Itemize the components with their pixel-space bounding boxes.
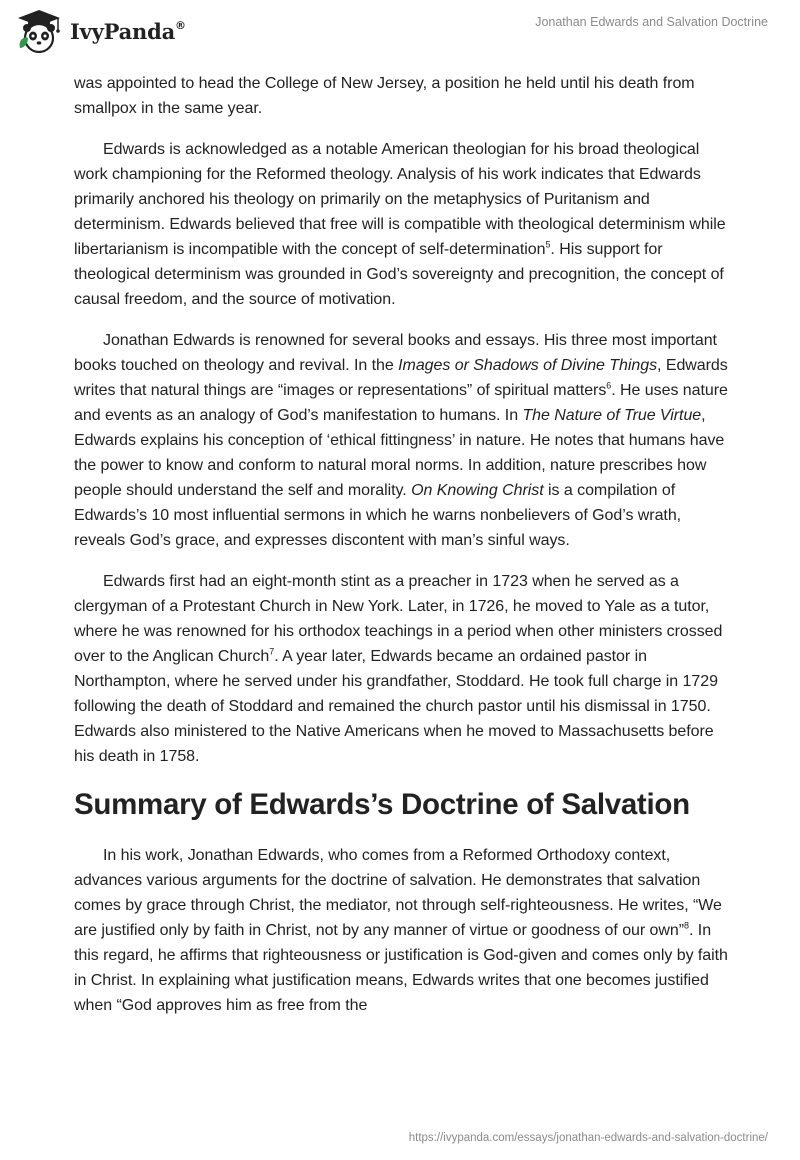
paragraph: Edwards first had an eight-month stint as a preacher in 1723 when he served as a clergyman of a Protestant Church in New York. Later, in 1726, he moved to Yale as a tutor, where he was renowned for his orthodox teachings in a period when other ministers crossed over to the Anglican Church$^7$. A year later, Edwards became an ordained pastor in Northampton, where he served under his grandfather, Stoddard. He took full charge in 1729 following the death of Stoddard and remained the church pastor until his dismissal in 1750. Edwards also ministered to the Native Americans when he moved to Massachusetts before his death in 1758. bbox=[74, 573, 723, 765]
panda-graduation-cap-icon bbox=[14, 8, 64, 54]
page-header bbox=[0, 0, 800, 60]
footnote-ref[interactable]: 6 bbox=[606, 380, 612, 391]
book-title: The Nature of True Virtue bbox=[522, 407, 702, 424]
footnote-ref[interactable]: 5 bbox=[545, 239, 551, 250]
paragraph: Jonathan Edwards is renowned for several books and essays. His three most important books touched on theology and revival. In the Images or Shadows of Divine Things, Edwards writes that natural things are “images or representations” of spiritual matters$^6$. He uses nature and events as an analogy of God’s manifestation to humans. In The Nature of True Virtue, Edwards explains his conception of ‘ethical fittingness’ in nature. He notes that humans have the power to know and conform to natural moral norms. In addition, nature prescribes how people should understand the self and morality. On Knowing Christ is a compilation of Edwards’s 10 most influential sermons in which he warns nonbelievers of God’s wrath, reveals God’s grace, and expresses discontent with man’s sinful ways. bbox=[74, 332, 728, 549]
ivypanda-logo[interactable] bbox=[14, 8, 186, 54]
source-url[interactable]: https://ivypanda.com/essays/jonathan-edwards-and-salvation-doctrine/ bbox=[408, 1132, 768, 1144]
essay-body bbox=[74, 71, 734, 1034]
book-title: On Knowing Christ bbox=[411, 482, 544, 499]
section-heading: Summary of Edwards’s Doctrine of Salvation bbox=[74, 788, 690, 821]
paragraph: Edwards is acknowledged as a notable American theologian for his broad theological work championing for the Reformed theology. Analysis of his work indicates that Edwards primarily anchored his theology on primarily on the metaphysics of Puritanism and determinism. Edwards believed that free will is compatible with theological determinism while libertarianism is incompatible with the concept of self-determination$^5$. His support for theological determinism was grounded in God’s sovereignty and precognition, the concept of causal freedom, and the source of motivation. bbox=[74, 141, 726, 308]
book-title: Images or Shadows of Divine Things bbox=[398, 357, 658, 374]
logo-wordmark: IvyPanda® bbox=[70, 18, 186, 44]
footnote-ref[interactable]: 8 bbox=[684, 920, 690, 931]
footnote-ref[interactable]: 7 bbox=[269, 646, 275, 657]
document-title: Jonathan Edwards and Salvation Doctrine bbox=[535, 15, 768, 29]
paragraph: In his work, Jonathan Edwards, who comes from a Reformed Orthodoxy context, advances various arguments for the doctrine of salvation. He demonstrates that salvation comes by grace through Christ, the mediator, not through self-righteousness. He writes, “We are justified only by faith in Christ, not by any manner of virtue or goodness of our own”$^8$. In this regard, he affirms that righteousness or justification is God-given and comes only by faith in Christ. In explaining what justification means, Edwards writes that one becomes justified when “God approves him as free from the bbox=[74, 847, 728, 1014]
paragraph: was appointed to head the College of New Jersey, a position he held until his death from smallpox in the same year. bbox=[74, 75, 695, 117]
